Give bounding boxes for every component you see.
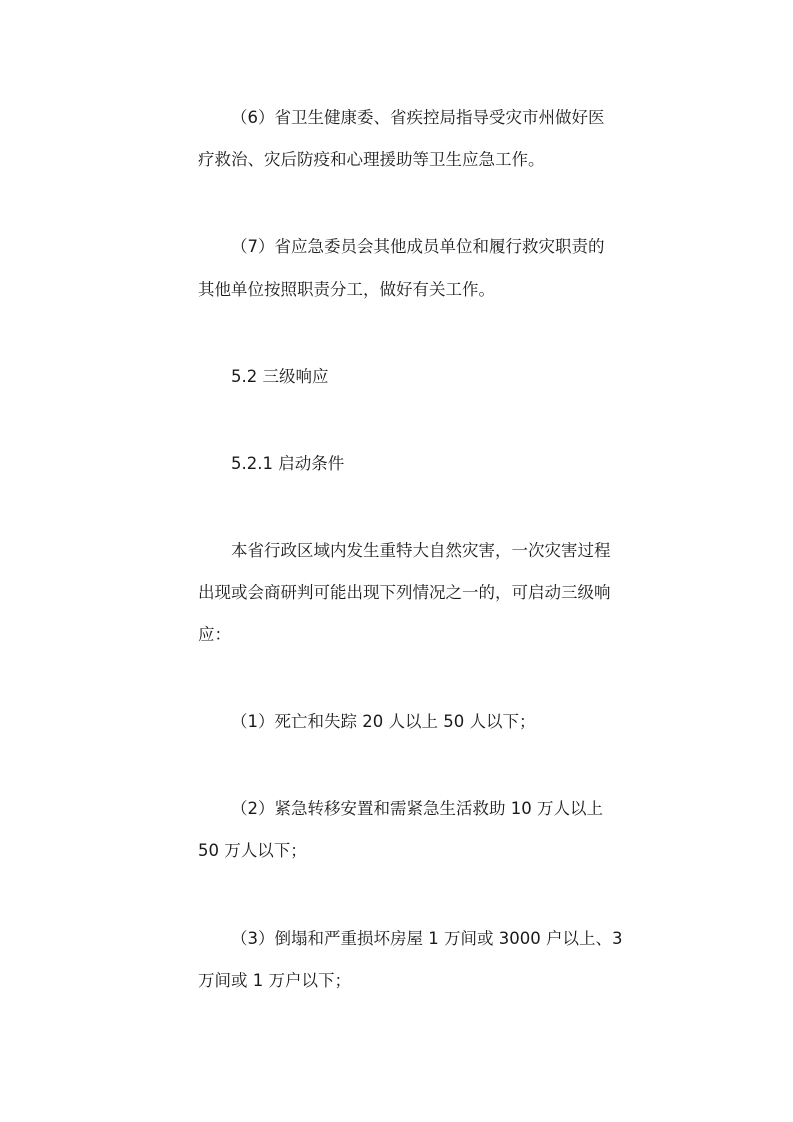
- intro-paragraph-line-2: 出现或会商研判可能出现下列情况之一的，可启动三级响: [198, 583, 611, 602]
- section-heading-5-2: 5.2 三级响应: [231, 367, 329, 386]
- section-heading-5-2-1: 5.2.1 启动条件: [231, 454, 345, 473]
- condition-2-line-1: （2）紧急转移安置和需紧急生活救助 10 万人以上: [231, 799, 603, 818]
- condition-2-line-2: 50 万人以下；: [198, 841, 307, 860]
- intro-paragraph-line-1: 本省行政区域内发生重特大自然灾害，一次灾害过程: [231, 541, 611, 560]
- condition-3-line-1: （3）倒塌和严重损坏房屋 1 万间或 3000 户以上、3: [231, 929, 623, 948]
- condition-3-line-2: 万间或 1 万户以下；: [198, 971, 351, 990]
- paragraph-7-line-1: （7）省应急委员会其他成员单位和履行救灾职责的: [231, 237, 605, 256]
- condition-1-line-1: （1）死亡和失踪 20 人以上 50 人以下；: [231, 712, 536, 731]
- intro-paragraph-line-3: 应：: [198, 625, 231, 644]
- paragraph-6-line-1: （6）省卫生健康委、省疾控局指导受灾市州做好医: [231, 108, 605, 127]
- paragraph-7-line-2: 其他单位按照职责分工，做好有关工作。: [198, 280, 495, 299]
- paragraph-6-line-2: 疗救治、灾后防疫和心理援助等卫生应急工作。: [198, 150, 545, 169]
